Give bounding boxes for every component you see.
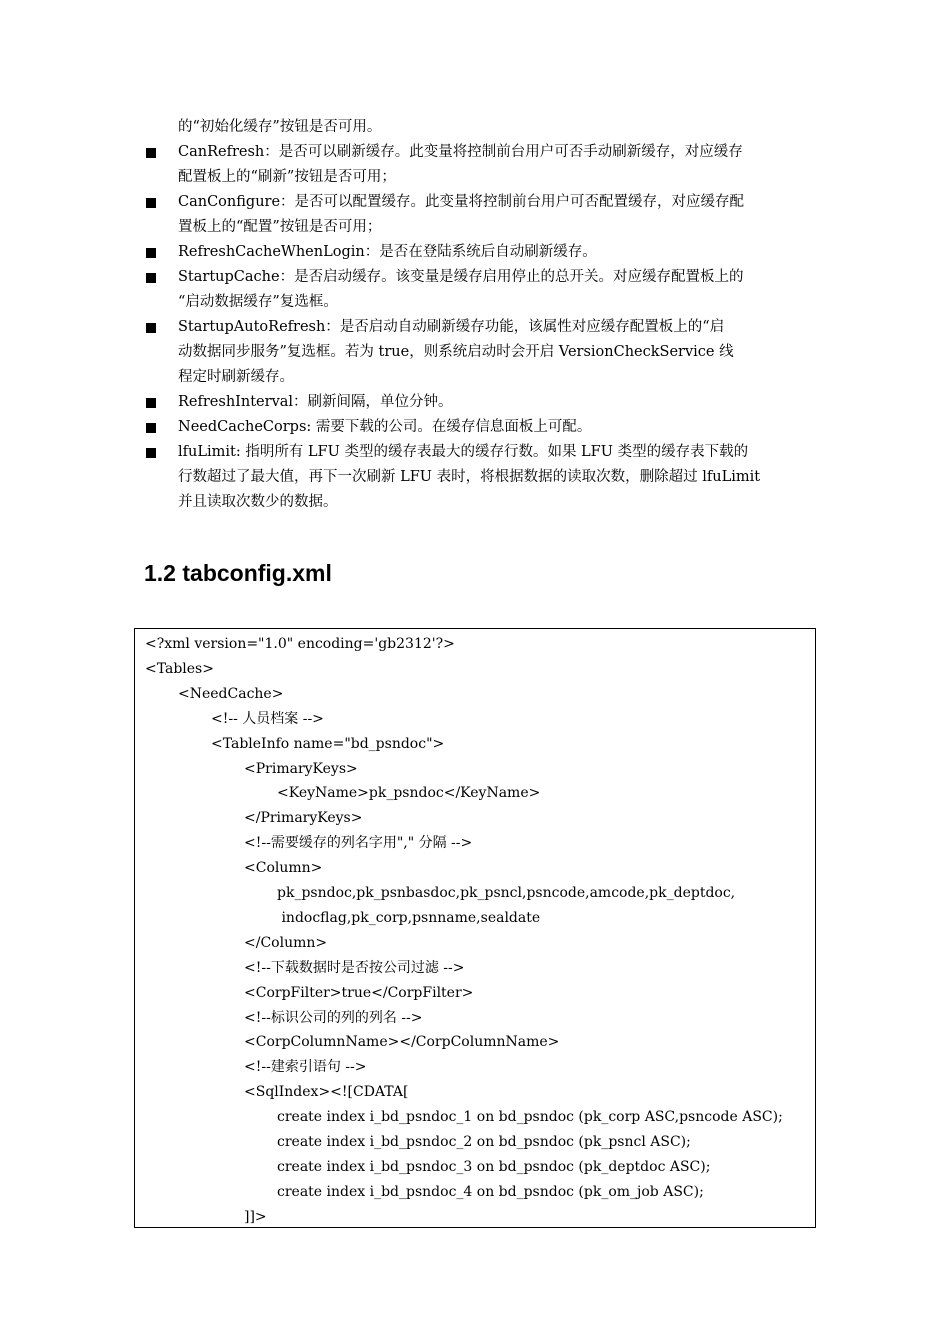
bullet-square-icon [146,398,156,408]
list-item [144,440,824,515]
code-line: create index i_bd_psndoc_1 on bd_psndoc (pk_corp ASC,psncode ASC); [277,1109,783,1126]
code-line: <?xml version="1.0" encoding='gb2312'?> [145,636,455,652]
bullet-square-icon [146,323,156,333]
code-line: ]]> [244,1208,267,1225]
code-line: pk_psndoc,pk_psnbasdoc,pk_psncl,psncode,amcode,pk_deptdoc, [277,885,736,901]
code-line: </PrimaryKeys> [244,810,363,827]
bullet-line: “启动数据缓存”复选框。 [178,294,338,310]
code-line: <!--建索引语句 --> [244,1059,367,1076]
bullet-line: 动数据同步服务”复选框。若为 true，则系统启动时会开启 VersionCheckService 线 [178,344,734,360]
code-line: <CorpColumnName></CorpColumnName> [244,1034,560,1051]
bullet-square-icon [146,423,156,433]
bullet-line: NeedCacheCorps: 需要下载的公司。在缓存信息面板上可配。 [178,419,592,435]
bullet-line: 并且读取次数少的数据。 [178,494,338,510]
intro-line: 的“初始化缓存”按钮是否可用。 [178,119,382,135]
list-item [144,190,824,240]
code-line: <Tables> [145,660,214,677]
list-item [144,415,824,440]
bullet-line: 行数超过了最大值，再下一次刷新 LFU 表时，将根据数据的读取次数，删除超过 lfuLimit [178,469,761,485]
bullet-square-icon [146,198,156,208]
code-box [134,628,816,1228]
bullet-line: lfuLimit: 指明所有 LFU 类型的缓存表最大的缓存行数。如果 LFU 类型的缓存表下载的 [178,444,749,460]
bullet-line: RefreshInterval：刷新间隔，单位分钟。 [178,394,453,410]
list-item [144,315,824,390]
list-item [144,140,824,190]
code-line: </Column> [244,934,328,951]
code-line: <!-- 人员档案 --> [211,710,324,727]
bullet-square-icon [146,248,156,258]
code-line: <TableInfo name="bd_psndoc"> [211,735,445,752]
bullet-line: CanConfigure：是否可以配置缓存。此变量将控制前台用户可否配置缓存，对应缓存配 [178,194,745,210]
code-line: indocflag,pk_corp,psnname,sealdate [277,909,541,926]
list-item [144,390,824,415]
code-line: create index i_bd_psndoc_3 on bd_psndoc (pk_deptdoc ASC); [277,1158,711,1175]
code-line: <!--标识公司的列的列名 --> [244,1009,423,1026]
bullet-square-icon [146,148,156,158]
code-line: <KeyName>pk_psndoc</KeyName> [277,785,541,802]
bullet-line: StartupAutoRefresh：是否启动自动刷新缓存功能，该属性对应缓存配置板上的“启 [178,319,725,335]
code-line: <SqlIndex><![CDATA[ [244,1084,409,1101]
code-line: create index i_bd_psndoc_2 on bd_psndoc (pk_psncl ASC); [277,1134,691,1150]
list-item [144,265,824,315]
code-line: <Column> [244,860,323,877]
code-line: <NeedCache> [178,685,284,702]
bullet-line: 置板上的“配置”按钮是否可用； [178,219,382,235]
bullet-line: 配置板上的“刷新”按钮是否可用； [178,169,396,185]
code-line: <CorpFilter>true</CorpFilter> [244,984,474,1001]
bullet-line: 程定时刷新缓存。 [178,369,294,385]
bullet-line: CanRefresh：是否可以刷新缓存。此变量将控制前台用户可否手动刷新缓存，对应缓存 [178,144,743,160]
section-heading: 1.2 tabconfig.xml [144,560,332,586]
code-line: <!--下载数据时是否按公司过滤 --> [244,959,465,976]
bullet-square-icon [146,448,156,458]
code-line: <!--需要缓存的列名字用"," 分隔 --> [244,835,473,852]
code-line: create index i_bd_psndoc_4 on bd_psndoc (pk_om_job ASC); [277,1183,704,1200]
bullet-line: StartupCache：是否启动缓存。该变量是缓存启用停止的总开关。对应缓存配置板上的 [178,269,744,285]
bullet-list [144,115,824,515]
code-line: <PrimaryKeys> [244,760,358,777]
list-item [144,240,824,265]
bullet-line: RefreshCacheWhenLogin：是否在登陆系统后自动刷新缓存。 [178,244,597,260]
bullet-square-icon [146,273,156,283]
